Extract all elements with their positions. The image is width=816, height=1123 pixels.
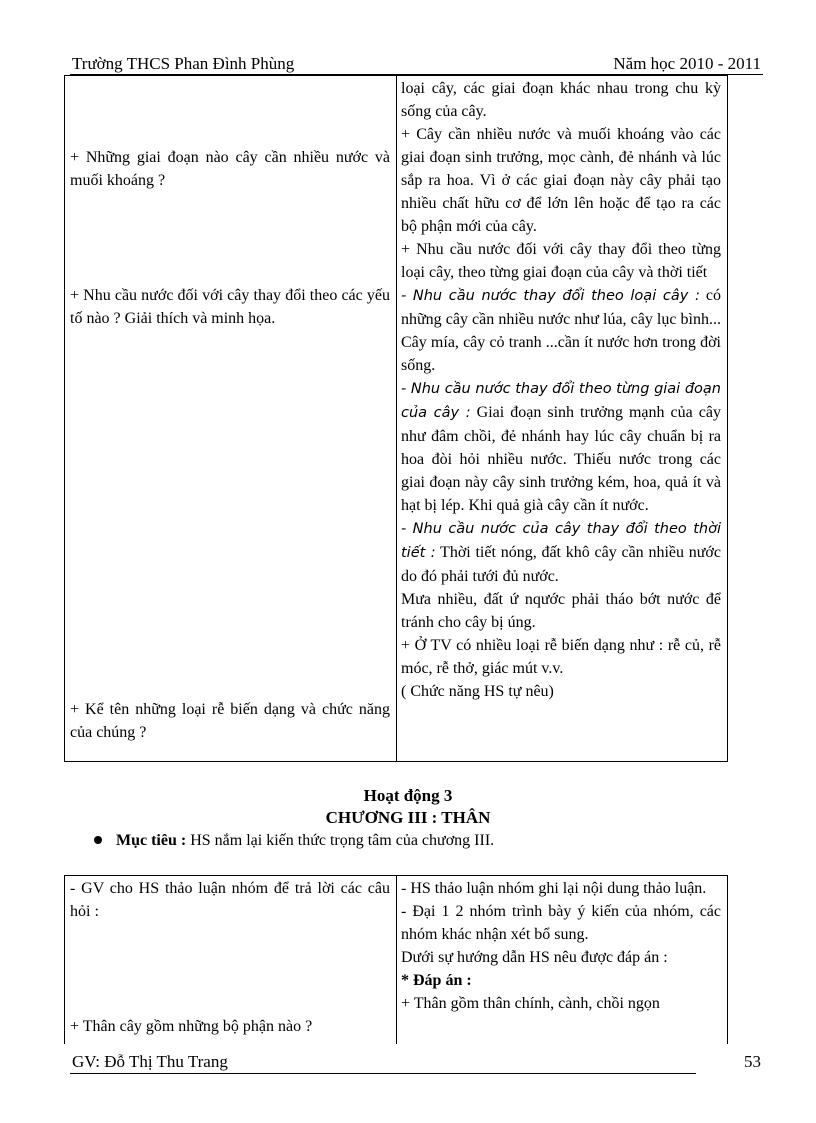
review-table-2 [64, 875, 728, 1044]
goal-text: HS nắm lại kiến thức trọng tâm của chương III. [186, 832, 495, 849]
t2-question-1: - GV cho HS thảo luận nhóm để trả lời các câu hỏi : [70, 880, 390, 920]
question-2: + Nhu cầu nước đối với cây thay đổi theo các yếu tố nào ? Giải thích và minh họa. [70, 287, 390, 327]
question-1: + Những giai đoạn nào cây cần nhiều nước và muối khoáng ? [70, 149, 390, 189]
page-header [70, 52, 763, 75]
t2-question-2: + Thân cây gồm những bộ phận nào ? [70, 1018, 313, 1035]
answer-p8: ( Chức năng HS tự nêu) [401, 683, 554, 700]
t2-answer-p4: * Đáp án : [401, 972, 472, 989]
school-year: Năm học 2010 - 2011 [613, 54, 761, 73]
footer-rule [70, 1073, 696, 1074]
t2-answer-column [401, 877, 721, 1015]
answer-p6: Mưa nhiều, đất ứ nqước phải tháo bớt nước để tránh cho cây bị úng. [401, 591, 721, 631]
answer-p3-italic: - Nhu cầu nước thay đổi theo loại cây : [401, 288, 700, 304]
column-divider [396, 876, 397, 1044]
t2-answer-p1: - HS thảo luận nhóm ghi lại nội dung thảo luận. [401, 880, 707, 897]
answer-p4 [401, 377, 721, 517]
answer-column [401, 77, 721, 703]
answer-p0: loại cây, các giai đoạn khác nhau trong chu kỳ sống của cây. [401, 80, 721, 120]
activity-heading: Hoạt động 3 [363, 786, 453, 805]
answer-p4-text: Giai đoạn sinh trưởng mạnh của cây như đâm chồi, đẻ nhánh hay lúc cây chuẩn bị ra hoa đòi hỏi nhiều nước. Thiếu nước trong các giai đoạn này cây sinh trưởng kém, hoa, quả ít và hạt bị lép. Khi quả già cây cần ít nước. [401, 404, 721, 514]
answer-p2: + Nhu cầu nước đối với cây thay đổi theo từng loại cây, theo từng giai đoạn của cây và thời tiết [401, 241, 721, 281]
answer-p4-italic: - Nhu cầu nước thay đổi theo từng giai đoạn của cây : [401, 381, 721, 421]
answer-p7: + Ở TV có nhiều loại rễ biến dạng như : rễ củ, rễ móc, rễ thở, giác mút v.v. [401, 637, 721, 677]
t2-answer-p2: - Đại 1 2 nhóm trình bày ý kiến của nhóm, các nhóm khác nhận xét bổ sung. [401, 903, 721, 943]
review-table-1 [64, 75, 728, 762]
answer-p3-text: có những cây cần nhiều nước như lúa, cây lục bình... Cây mía, cây cỏ tranh ...cần ít nước hơn trong đời sống. [401, 287, 721, 374]
column-divider [396, 76, 397, 761]
t2-answer-p3: Dưới sự hướng dẫn HS nêu được đáp án : [401, 949, 668, 966]
school-name: Trường THCS Phan Đình Phùng [72, 54, 295, 73]
bullet-icon [94, 836, 102, 844]
chapter-heading: CHƯƠNG III : THÂN [325, 808, 491, 827]
answer-p5 [401, 517, 721, 588]
answer-p5-italic: - Nhu cầu nước của cây thay đổi theo thời tiết : [401, 521, 721, 561]
goal-line [94, 832, 494, 850]
question-3: + Kể tên những loại rễ biến dạng và chức năng của chúng ? [70, 701, 390, 741]
t2-answer-p5: + Thân gồm thân chính, cành, chồi ngọn [401, 995, 660, 1012]
page-number: 53 [744, 1052, 761, 1071]
goal-label: Mục tiêu : [116, 832, 187, 849]
answer-p1: + Cây cần nhiều nước và muối khoáng vào các giai đoạn sinh trưởng, mọc cành, đẻ nhánh và lúc sắp ra hoa. Vì ở các giai đoạn này cây phải tạo nhiều chất hữu cơ để lớn lên hoặc để tạo ra các bộ phận mới của cây. [401, 126, 721, 235]
answer-p5-text: Thời tiết nóng, đất khô cây cần nhiều nước do đó phải tưới đủ nước. [401, 544, 721, 585]
answer-p3 [401, 284, 721, 377]
teacher-name: GV: Đỗ Thị Thu Trang [72, 1052, 228, 1071]
